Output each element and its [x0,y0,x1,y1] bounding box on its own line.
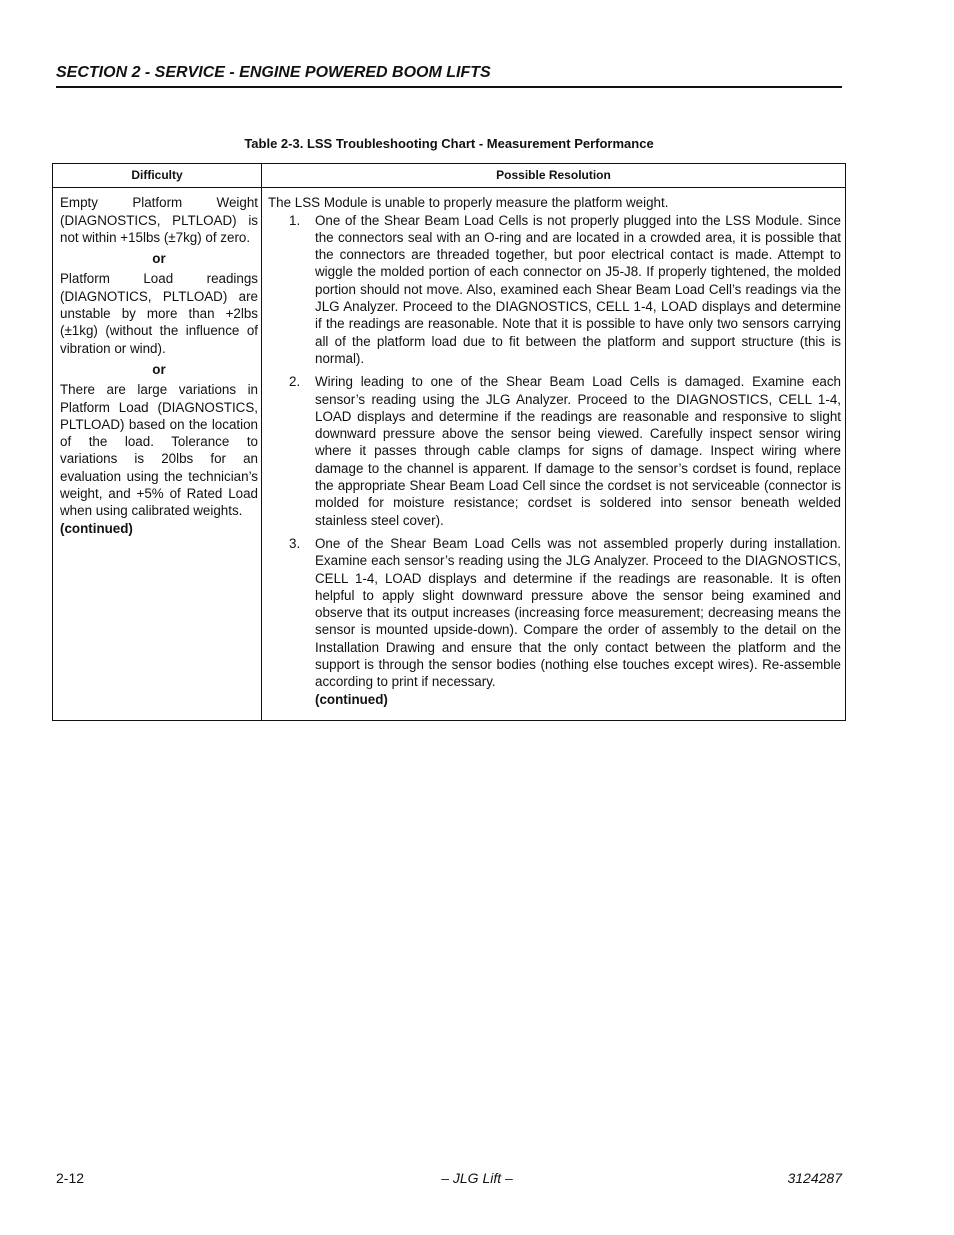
continued-label: (continued) [315,691,388,707]
difficulty-paragraph: Empty Platform Weight (DIAGNOSTICS, PLTLOAD) is not within +15lbs (±7kg) of zero. [60,195,258,245]
column-header-resolution: Possible Resolution [262,164,846,188]
list-item [268,535,841,708]
item-number: 1. [289,212,301,228]
document-number: 3124287 [787,1170,842,1186]
section-header: SECTION 2 - SERVICE - ENGINE POWERED BOOM LIFTS [56,64,842,88]
item-text: One of the Shear Beam Load Cells is not properly plugged into the LSS Module. Since the connectors seal with an O-ring and are located in a crowded area, it is possible that the connectors are threaded together, but poor electrical contact is made. Attempt to wiggle the molded portion of each connector on J5-J8. If properly tightened, the molded portion should not move. Also, examined each Shear Beam Load Cell’s readings via the JLG Analyzer. Proceed to the DIAGNOSTICS, CELL 1-4, LOAD displays and determine if the readings are reasonable. Note that it is possible to have only two sensors carrying all of the platform load due to fit between the platform and support structure (this is normal). [315,212,841,366]
item-text: One of the Shear Beam Load Cells was not assembled properly during installation. Examine each sensor’s reading using the JLG Analyzer. Proceed to the DIAGNOSTICS, CELL 1-4, LOAD displays and determine if the readings are reasonable. It is often helpful to apply slight downward pressure above the sensor being examined and observe that its output increases (increasing force measurement; decreasing means the sensor is mounted upside-down). Compare the order of assembly to the detail on the Installation Drawing and ensure that the only contact between the platform and the support is through the sensor bodies (nothing else touches except wires). Re-assemble according to print if necessary. [315,535,841,690]
resolution-intro: The LSS Module is unable to properly measure the platform weight. [268,195,669,211]
troubleshooting-table [52,163,846,721]
table-caption: Table 2-3. LSS Troubleshooting Chart - Measurement Performance [244,136,654,151]
item-number: 3. [289,535,301,551]
resolution-cell [262,188,846,721]
table-header-row [53,164,846,188]
item-number: 2. [289,374,301,390]
list-item [268,373,841,529]
continued-label: (continued) [60,520,133,536]
resolution-list [268,212,841,708]
difficulty-paragraph: There are large variations in Platform Load (DIAGNOSTICS, PLTLOAD) based on the location of the load. Tolerance to variations is 20lbs for an evaluation using the technician’s weight, and +5% of Rated Load when using calibrated weights. [60,382,258,519]
difficulty-cell [53,188,262,721]
list-item [268,212,841,368]
column-header-difficulty: Difficulty [53,164,262,188]
difficulty-paragraph: Platform Load readings (DIAGNOTICS, PLTLOAD) are unstable by more than +2lbs (±1kg) (without the influence of vibration or wind). [60,271,258,356]
table-row [53,188,846,721]
footer-brand: – JLG Lift – [441,1170,513,1186]
item-text: Wiring leading to one of the Shear Beam Load Cells is damaged. Examine each sensor’s reading using the JLG Analyzer. Proceed to the DIAGNOSTICS, CELL 1-4, LOAD displays and determine if the readings are reasonable and responsive to slight downward pressure above the sensor being viewed. Carefully inspect sensor wiring where it passes through cable clamps for signs of damage. Inspect wiring where damage to the channel is apparent. If damage to the sensor’s cordset is found, replace the appropriate Shear Beam Load Cell since the cordset is not serviceable (connector is molded for moisture resistance; cordset is soldered into sensor beneath welded stainless steel cover). [315,374,841,528]
page-number: 2-12 [56,1170,85,1186]
or-separator: or [152,251,166,267]
or-separator: or [152,361,166,377]
